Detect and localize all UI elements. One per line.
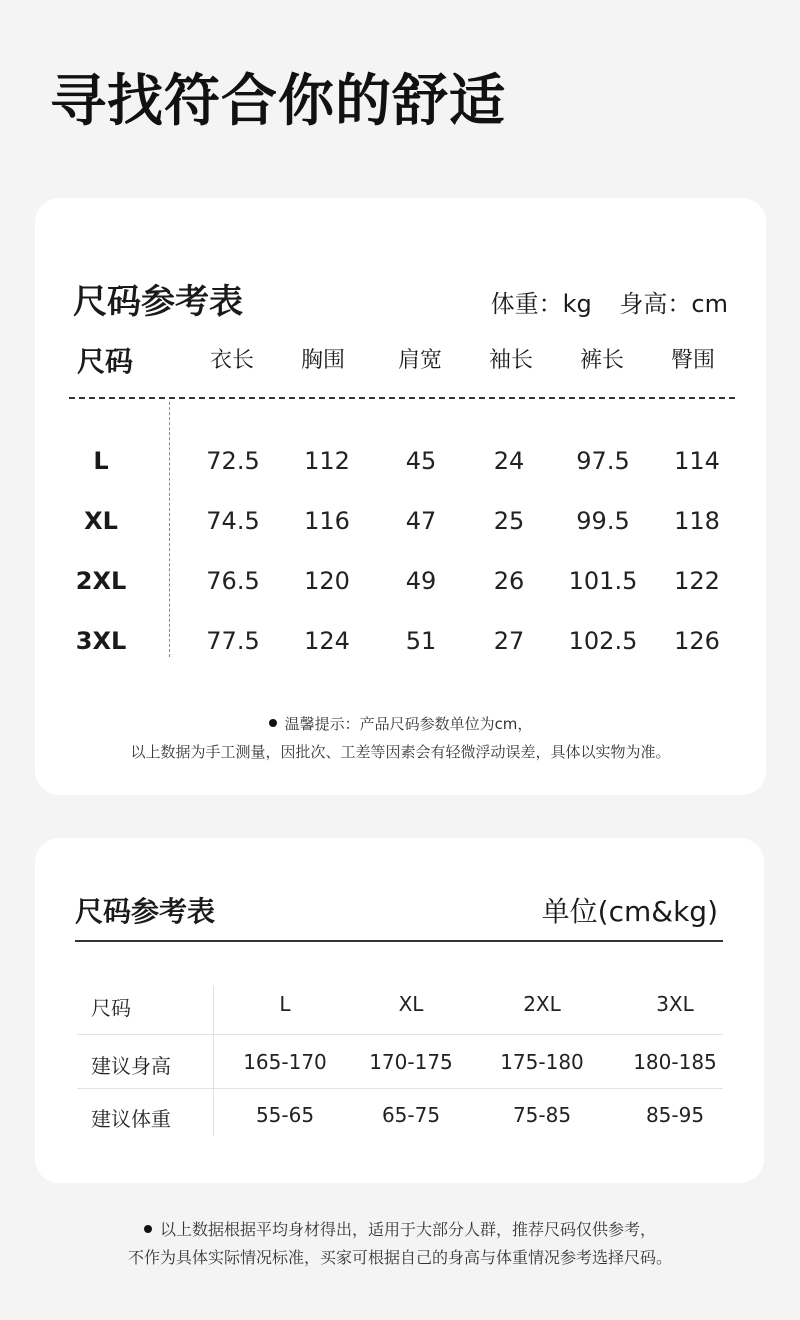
unit-legend <box>471 284 728 319</box>
table-cell: 26 <box>493 567 525 595</box>
column-header: 衣长 <box>209 348 255 373</box>
table-cell: 65-75 <box>381 1103 441 1127</box>
column-header: 裤长 <box>579 348 625 373</box>
table-cell: 180-185 <box>633 1050 717 1074</box>
table-cell: 175-180 <box>500 1050 584 1074</box>
table-cell: 77.5 <box>206 627 260 655</box>
weight-unit: 体重：kg <box>490 290 592 318</box>
table-cell: 85-95 <box>645 1103 705 1127</box>
row-label: 建议身高 <box>91 1054 171 1078</box>
table-cell: 102.5 <box>568 627 638 655</box>
column-header: 胸围 <box>300 348 346 373</box>
measurement-note: 温馨提示：产品尺码参数单位为cm， <box>35 710 766 738</box>
size-column-header: 尺码 <box>77 345 134 378</box>
table-cell: 74.5 <box>206 507 260 535</box>
table-cell: 118 <box>674 507 720 535</box>
table-cell: 49 <box>405 567 437 595</box>
size-row-header: 尺码 <box>91 996 131 1020</box>
table-cell: 120 <box>304 567 350 595</box>
table-cell: 75-85 <box>512 1103 572 1127</box>
bullet-icon <box>269 719 277 727</box>
measurement-note-detail: 以上数据为手工测量，因批次、工差等因素会有轻微浮动误差，具体以实物为准。 <box>130 743 671 761</box>
table-cell: 101.5 <box>568 567 638 595</box>
title-rule <box>75 940 723 942</box>
recommendation-unit: 单位(cm&kg) <box>541 895 718 928</box>
recommendation-title: 尺码参考表 <box>75 895 216 928</box>
table-cell: 122 <box>674 567 720 595</box>
height-unit: 身高：cm <box>619 290 728 318</box>
size-column-header: 3XL <box>656 992 694 1016</box>
row-label: 建议体重 <box>91 1107 171 1131</box>
table-cell: 27 <box>493 627 525 655</box>
table-cell: 24 <box>493 447 525 475</box>
size-column-header: L <box>279 992 291 1016</box>
table-cell: 170-175 <box>369 1050 453 1074</box>
recommendation-card <box>35 838 764 1183</box>
size-column-header: XL <box>398 992 424 1016</box>
table-cell: 25 <box>493 507 525 535</box>
table-cell: 99.5 <box>576 507 630 535</box>
row-divider <box>77 1034 723 1035</box>
table-cell: 72.5 <box>206 447 260 475</box>
size-column-header: 2XL <box>523 992 561 1016</box>
table-cell: 55-65 <box>255 1103 315 1127</box>
column-header: 袖长 <box>488 348 534 373</box>
column-header: 肩宽 <box>397 348 443 373</box>
table-cell: 114 <box>674 447 720 475</box>
size-column-divider <box>169 402 170 657</box>
table-cell: 116 <box>304 507 350 535</box>
footer-note: 以上数据根据平均身材得出，适用于大部分人群，推荐尺码仅供参考， <box>0 1216 800 1244</box>
column-header: 臀围 <box>670 348 716 373</box>
table-cell: 124 <box>304 627 350 655</box>
table-cell: 112 <box>304 447 350 475</box>
page-headline: 寻找符合你的舒适 <box>50 69 506 134</box>
header-divider <box>69 397 735 399</box>
table-cell: 97.5 <box>576 447 630 475</box>
row-divider <box>77 1088 723 1089</box>
size-chart-card: 尺码参考表 体重：kg 身高：cm 尺码 衣长 胸围 肩宽 袖长 裤长 臀围 L 72.5 112 45 24 97.5 114 XL 74.5 116 47 25 99.5 118 2XL 76.5 120 49 26 101.5 122 3XL 77.5 124 51 27 102.5 126 温馨提示：产品尺码参数单位为cm， 以上数据为手工测量，因批次、工差等因素会有轻微浮动误差，具体以实物为准。 <box>35 198 766 795</box>
column-divider <box>213 986 214 1136</box>
table-cell: 165-170 <box>243 1050 327 1074</box>
bullet-icon <box>144 1225 152 1233</box>
table-cell: 45 <box>405 447 437 475</box>
size-chart-title: 尺码参考表 <box>73 282 243 322</box>
footer-note-detail: 不作为具体实际情况标准，买家可根据自己的身高与体重情况参考选择尺码。 <box>127 1248 672 1267</box>
table-cell: 76.5 <box>206 567 260 595</box>
table-cell: 51 <box>405 627 437 655</box>
table-cell: 126 <box>674 627 720 655</box>
table-cell: 47 <box>405 507 437 535</box>
